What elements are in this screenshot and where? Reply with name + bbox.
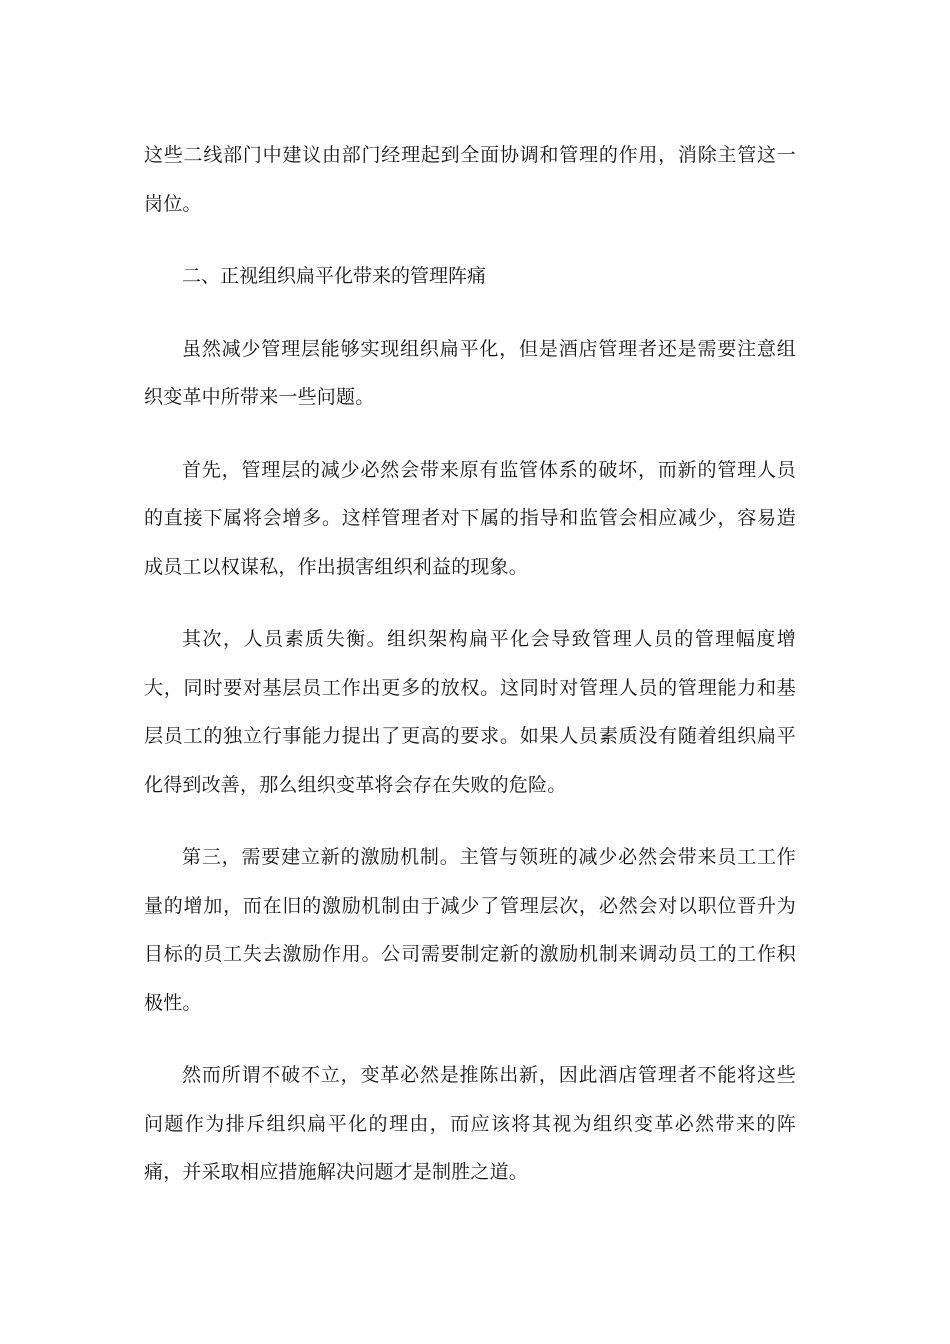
paragraph-first-point: 首先，管理层的减少必然会带来原有监管体系的破坏，而新的管理人员的直接下属将会增多。这样管理者对下属的指导和监管会相应减少，容易造成员工以权谋私，作出损害组织利益的现象。 [144, 458, 796, 578]
paragraph-conclusion: 然而所谓不破不立，变革必然是推陈出新，因此酒店管理者不能将这些问题作为排斥组织扁平化的理由，而应该将其视为组织变革必然带来的阵痛，并采取相应措施解决问题才是制胜之道。 [144, 1064, 796, 1183]
paragraph-intro: 虽然减少管理层能够实现组织扁平化，但是酒店管理者还是需要注意组织变革中所带来一些问题。 [144, 337, 796, 408]
document-body [144, 131, 796, 1221]
section-heading: 二、正视组织扁平化带来的管理阵痛 [182, 265, 487, 287]
paragraph-continuation: 这些二线部门中建议由部门经理起到全面协调和管理的作用，消除主管这一岗位。 [144, 144, 796, 215]
paragraph-second-point: 其次，人员素质失衡。组织架构扁平化会导致管理人员的管理幅度增大，同时要对基层员工作出更多的放权。这同时对管理人员的管理能力和基层员工的独立行事能力提出了更高的要求。如果人员素质没有随着组织扁平化得到改善，那么组织变革将会存在失败的危险。 [144, 628, 796, 796]
paragraph-third-point: 第三，需要建立新的激励机制。主管与领班的减少必然会带来员工工作量的增加，而在旧的激励机制由于减少了管理层次，必然会对以职位晋升为目标的员工失去激励作用。公司需要制定新的激励机制来调动员工的工作积极性。 [144, 846, 796, 1014]
